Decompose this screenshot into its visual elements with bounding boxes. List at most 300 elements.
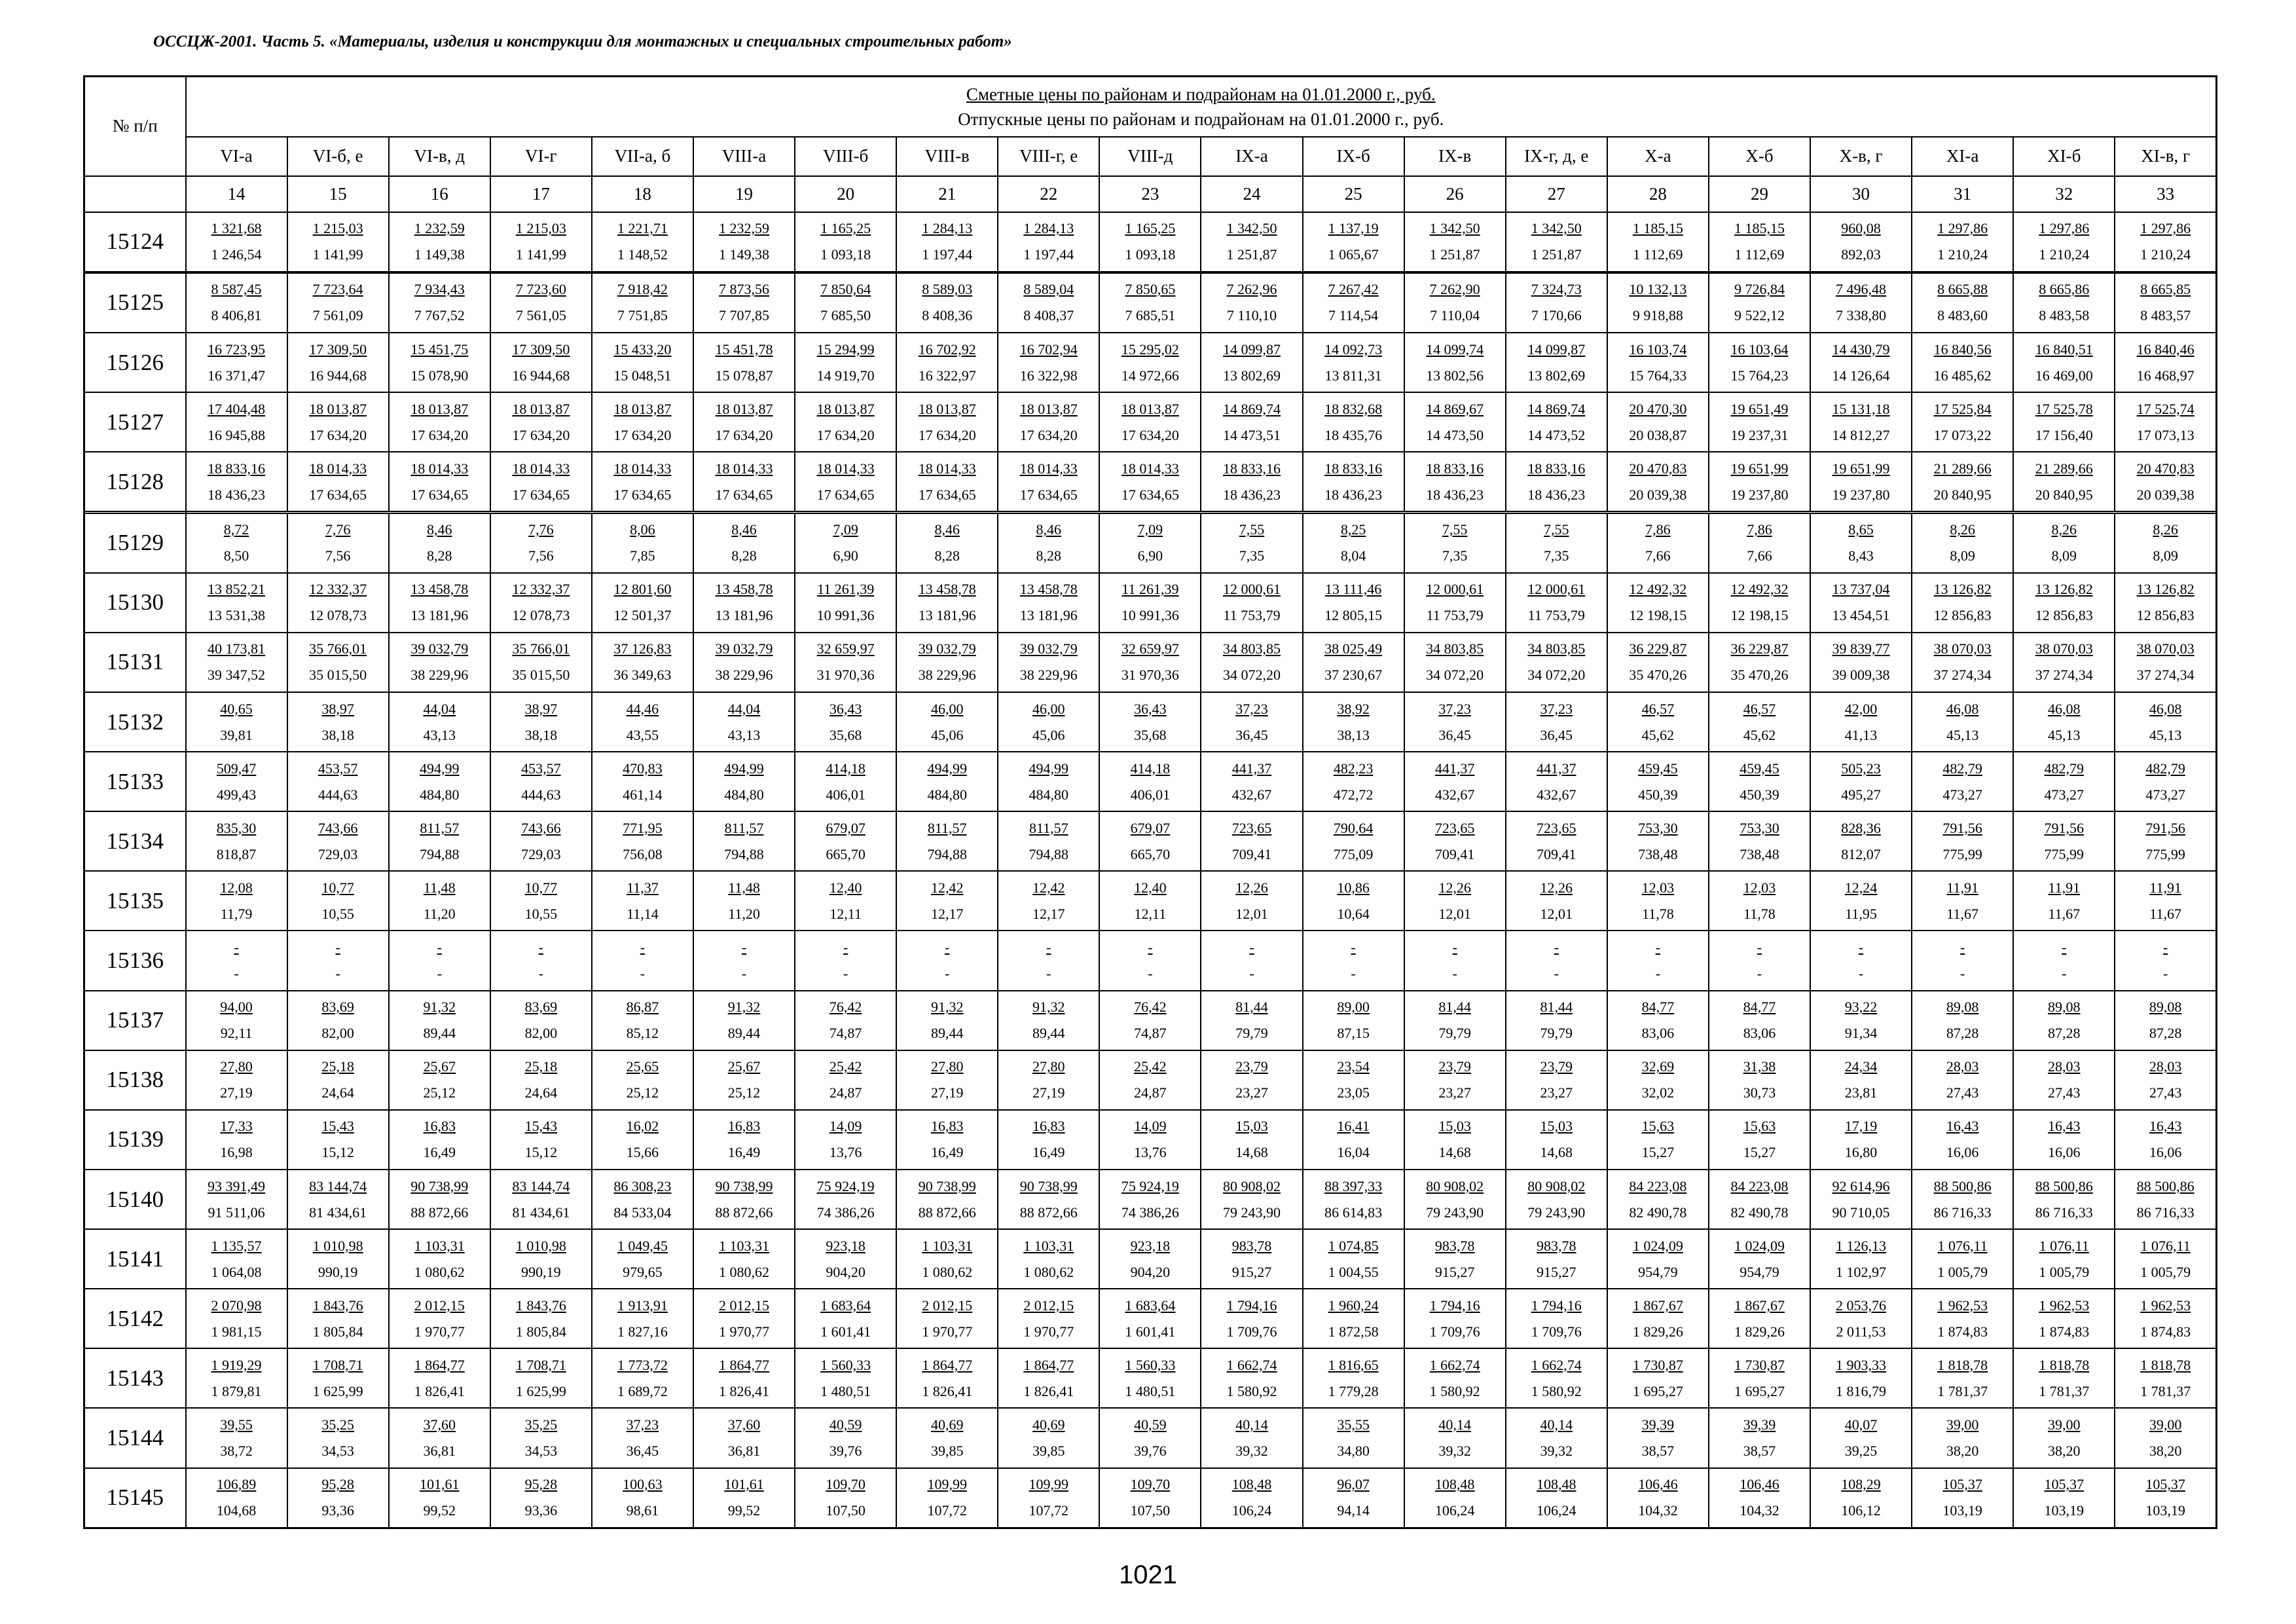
- estimate-price: 12 332,37: [512, 581, 570, 598]
- release-price: 12,01: [1540, 905, 1573, 922]
- price-cell: [693, 752, 795, 811]
- estimate-price: 46,00: [930, 700, 964, 717]
- price-cell: [1912, 931, 2013, 990]
- release-price: 12 501,37: [613, 607, 672, 624]
- estimate-price: 923,18: [1130, 1237, 1171, 1254]
- estimate-price: 1 818,78: [2140, 1356, 2191, 1373]
- estimate-price: 38 070,03: [1933, 640, 1992, 657]
- release-price: 16 322,98: [1019, 367, 1078, 384]
- estimate-price: 40,07: [1844, 1416, 1878, 1433]
- release-price: 1 709,76: [1429, 1323, 1480, 1340]
- release-price: 1 064,08: [211, 1263, 262, 1280]
- column-number: 21: [896, 176, 998, 212]
- estimate-price: 16 723,95: [208, 341, 266, 358]
- estimate-price: 13 126,82: [2035, 581, 2093, 598]
- release-price: 1 004,55: [1328, 1263, 1379, 1280]
- price-cell: [998, 273, 1099, 333]
- column-number-blank: [84, 176, 186, 212]
- release-price: 11,79: [220, 905, 253, 922]
- column-number: 30: [1810, 176, 1912, 212]
- estimate-price: 100,63: [623, 1476, 663, 1493]
- estimate-price: 8 665,85: [2140, 281, 2191, 298]
- release-price: 8 406,81: [211, 307, 262, 324]
- price-cell: [1912, 273, 2013, 333]
- price-cell: [795, 931, 896, 990]
- release-price: 86 716,33: [2136, 1204, 2195, 1221]
- price-cell: [287, 633, 389, 692]
- estimate-price: 81,44: [1235, 999, 1268, 1016]
- price-cell: [1810, 1408, 1912, 1467]
- price-cell: [896, 752, 998, 811]
- release-price: 12 856,83: [2035, 607, 2093, 624]
- price-cell: [1607, 752, 1709, 811]
- price-cell: [1506, 1289, 1607, 1348]
- price-cell: [389, 513, 490, 573]
- price-cell: [1201, 871, 1302, 931]
- estimate-price: 13 458,78: [1019, 581, 1078, 598]
- price-cell: [490, 633, 592, 692]
- release-price: 45,06: [1032, 726, 1065, 743]
- release-price: 8,28: [1036, 547, 1062, 564]
- price-cell: [287, 991, 389, 1050]
- release-price: 17 634,65: [1121, 486, 1179, 503]
- release-price: 12 198,15: [1629, 607, 1687, 624]
- price-cell: [1099, 871, 1201, 931]
- price-cell: [896, 333, 998, 392]
- release-price: 17 634,65: [512, 486, 570, 503]
- estimate-price: -: [843, 939, 848, 955]
- release-price: 39 347,52: [208, 667, 266, 684]
- price-cell: [998, 1229, 1099, 1289]
- release-price: 1 879,81: [211, 1382, 262, 1399]
- release-price: 32,02: [1641, 1084, 1675, 1101]
- release-price: 13 181,96: [715, 607, 773, 624]
- item-code: 15126: [84, 333, 186, 392]
- item-code: 15124: [84, 212, 186, 272]
- release-price: 775,99: [1942, 845, 1982, 862]
- price-cell: [1506, 452, 1607, 511]
- price-cell: [287, 513, 389, 573]
- price-cell: [1607, 212, 1709, 272]
- release-price: 87,15: [1337, 1025, 1370, 1042]
- estimate-prices-title: Сметные цены по районам и подрайонам на 01.01.2000 г., руб.: [966, 84, 1436, 104]
- release-price: 12 078,73: [512, 607, 570, 624]
- release-price: 88 872,66: [1019, 1204, 1078, 1221]
- release-price: 89,44: [727, 1025, 761, 1042]
- estimate-price: 17 525,84: [1933, 400, 1992, 417]
- estimate-price: 811,57: [724, 819, 764, 836]
- estimate-price: 89,00: [1337, 999, 1370, 1016]
- price-cell: [1607, 452, 1709, 511]
- estimate-price: 1 560,33: [820, 1356, 871, 1373]
- release-price: 16,49: [423, 1144, 456, 1161]
- price-cell: [1810, 1170, 1912, 1229]
- table-row: [84, 1229, 2217, 1289]
- release-price: 45,62: [1641, 726, 1675, 743]
- estimate-price: 453,57: [318, 760, 358, 777]
- price-cell: [1810, 1110, 1912, 1170]
- price-cell: [1709, 1348, 1810, 1408]
- price-cell: [1099, 811, 1201, 871]
- price-cell: [592, 811, 693, 871]
- price-cell: [1709, 452, 1810, 511]
- release-price: 38,20: [2047, 1443, 2081, 1459]
- estimate-price: 39 032,79: [715, 640, 773, 657]
- item-code: 15143: [84, 1348, 186, 1408]
- release-price: 1 480,51: [1125, 1382, 1176, 1399]
- column-number: 18: [592, 176, 693, 212]
- table-row: [84, 513, 2217, 573]
- release-price: 45,13: [1946, 726, 1979, 743]
- estimate-price: 15 295,02: [1121, 341, 1179, 358]
- estimate-price: 25,42: [1134, 1058, 1167, 1075]
- release-price: 8 408,36: [922, 307, 973, 324]
- price-cell: [896, 273, 998, 333]
- estimate-price: 32 659,97: [1121, 640, 1179, 657]
- estimate-price: 11,91: [2048, 879, 2081, 896]
- estimate-price: 960,08: [1841, 220, 1881, 237]
- price-cell: [490, 1110, 592, 1170]
- price-cell: [2013, 752, 2115, 811]
- release-price: 82,00: [524, 1025, 558, 1042]
- estimate-price: 89,08: [2047, 999, 2081, 1016]
- release-price: 13 802,69: [1222, 367, 1281, 384]
- estimate-price: 14,09: [829, 1118, 862, 1135]
- release-price: 86 716,33: [2035, 1204, 2093, 1221]
- estimate-price: 37,60: [423, 1416, 456, 1433]
- estimate-price: 37,60: [727, 1416, 761, 1433]
- release-price: -: [843, 965, 848, 982]
- price-cell: [287, 1110, 389, 1170]
- price-cell: [2013, 871, 2115, 931]
- estimate-price: 1 076,11: [2140, 1237, 2191, 1254]
- estimate-price: 108,48: [1434, 1476, 1475, 1493]
- price-cell: [693, 1170, 795, 1229]
- release-price: 7,35: [1544, 547, 1569, 564]
- release-price: 7 114,54: [1328, 307, 1379, 324]
- price-cell: [1404, 573, 1506, 633]
- column-number: 32: [2013, 176, 2115, 212]
- estimate-price: 84,77: [1641, 999, 1675, 1016]
- item-code: 15140: [84, 1170, 186, 1229]
- price-cell: [998, 1468, 1099, 1528]
- price-cell: [896, 871, 998, 931]
- region-header: IX-б: [1303, 137, 1404, 176]
- estimate-price: 12 332,37: [309, 581, 367, 598]
- estimate-price: 1 103,31: [922, 1237, 973, 1254]
- estimate-price: 1 024,09: [1632, 1237, 1683, 1254]
- estimate-price: 12,03: [1641, 879, 1675, 896]
- release-price: 794,88: [724, 845, 764, 862]
- region-header: VIII-г, е: [998, 137, 1099, 176]
- estimate-price: 16 103,64: [1730, 341, 1789, 358]
- release-price: 8,04: [1340, 547, 1366, 564]
- estimate-price: -: [1148, 939, 1153, 955]
- release-price: 83,06: [1743, 1025, 1776, 1042]
- price-cell: [1506, 1050, 1607, 1110]
- estimate-price: 91,32: [1032, 999, 1065, 1016]
- price-cell: [1506, 931, 1607, 990]
- release-price: 1 080,62: [414, 1263, 465, 1280]
- release-price: 18 436,23: [208, 486, 266, 503]
- price-cell: [896, 452, 998, 511]
- region-header: VIII-д: [1099, 137, 1201, 176]
- release-price: 93,36: [524, 1502, 558, 1519]
- release-price: 16 468,97: [2136, 367, 2195, 384]
- price-cell: [592, 1468, 693, 1528]
- release-price: 15,12: [321, 1144, 354, 1161]
- price-cell: [693, 1110, 795, 1170]
- release-price: 79,79: [1438, 1025, 1471, 1042]
- release-price: 1 005,79: [1937, 1263, 1988, 1280]
- estimate-price: 7 262,90: [1429, 281, 1480, 298]
- estimate-price: 88 500,86: [2136, 1177, 2195, 1194]
- price-cell: [1709, 212, 1810, 272]
- estimate-price: 1 962,53: [2039, 1297, 2090, 1314]
- estimate-price: 84,77: [1743, 999, 1776, 1016]
- price-cell: [592, 1348, 693, 1408]
- estimate-price: 8,46: [1036, 521, 1062, 538]
- estimate-price: 17 309,50: [512, 341, 570, 358]
- price-cell: [2013, 273, 2115, 333]
- release-price: 17 634,20: [1019, 426, 1078, 443]
- price-cell: [2115, 1170, 2216, 1229]
- estimate-price: 1 662,74: [1429, 1356, 1480, 1373]
- price-cell: [1201, 392, 1302, 452]
- release-price: 1 148,52: [617, 246, 668, 263]
- price-cell: [1404, 333, 1506, 392]
- estimate-price: 105,37: [2044, 1476, 2084, 1493]
- release-price: 87,28: [2047, 1025, 2081, 1042]
- release-price: 11,20: [423, 905, 456, 922]
- region-header: X-а: [1607, 137, 1709, 176]
- price-cell: [1810, 452, 1912, 511]
- estimate-price: 91,32: [727, 999, 761, 1016]
- estimate-price: 1 683,64: [820, 1297, 871, 1314]
- price-cell: [1099, 1348, 1201, 1408]
- price-cell: [1912, 1110, 2013, 1170]
- estimate-price: -: [2162, 939, 2168, 955]
- estimate-price: 20 470,83: [2136, 460, 2195, 477]
- release-price: 915,27: [1537, 1263, 1576, 1280]
- estimate-price: 16,02: [626, 1118, 659, 1135]
- price-cell: [2013, 692, 2115, 752]
- estimate-price: 8,26: [2051, 521, 2077, 538]
- column-number: 23: [1099, 176, 1201, 212]
- release-price: 7,85: [630, 547, 655, 564]
- estimate-price: 1 913,91: [617, 1297, 668, 1314]
- release-price: 17 634,65: [816, 486, 875, 503]
- price-cell: [1303, 1110, 1404, 1170]
- release-price: 34,80: [1337, 1443, 1370, 1459]
- estimate-price: 8 665,86: [2039, 281, 2090, 298]
- price-cell: [1303, 1170, 1404, 1229]
- price-cell: [490, 692, 592, 752]
- price-cell: [592, 871, 693, 931]
- table-row: [84, 573, 2217, 633]
- release-price: 43,13: [727, 726, 761, 743]
- release-price: 473,27: [2044, 786, 2084, 803]
- release-price: 81 434,61: [512, 1204, 570, 1221]
- estimate-price: 38,97: [524, 700, 558, 717]
- price-cell: [896, 811, 998, 871]
- column-number: 25: [1303, 176, 1404, 212]
- estimate-price: 1 864,77: [414, 1356, 465, 1373]
- release-price: 37 274,34: [1933, 667, 1992, 684]
- estimate-price: 1 135,57: [211, 1237, 262, 1254]
- price-cell: [389, 633, 490, 692]
- release-price: 1 816,79: [1836, 1382, 1887, 1399]
- price-cell: [795, 573, 896, 633]
- release-price: 1 970,77: [922, 1323, 973, 1340]
- estimate-price: 1 185,15: [1734, 220, 1785, 237]
- price-cell: [2013, 811, 2115, 871]
- price-cell: [2013, 1229, 2115, 1289]
- price-cell: [2115, 871, 2216, 931]
- release-price: 1 080,62: [922, 1263, 973, 1280]
- release-price: 89,44: [930, 1025, 964, 1042]
- release-price: 484,80: [419, 786, 460, 803]
- estimate-price: 34 803,85: [1527, 640, 1586, 657]
- estimate-price: 14 430,79: [1832, 341, 1890, 358]
- price-cell: [896, 692, 998, 752]
- release-price: 1 580,92: [1226, 1382, 1277, 1399]
- price-cell: [896, 1110, 998, 1170]
- estimate-price: 83 144,74: [512, 1177, 570, 1194]
- table-row: [84, 1050, 2217, 1110]
- release-price: 484,80: [1029, 786, 1069, 803]
- estimate-price: 10 132,13: [1629, 281, 1687, 298]
- release-price: 1 805,84: [515, 1323, 566, 1340]
- estimate-price: 7 496,48: [1836, 281, 1887, 298]
- price-cell: [186, 513, 287, 573]
- price-cell: [1303, 1229, 1404, 1289]
- estimate-price: 7,86: [1747, 521, 1772, 538]
- estimate-price: 1 165,25: [820, 220, 871, 237]
- price-cell: [490, 573, 592, 633]
- estimate-price: 32 659,97: [816, 640, 875, 657]
- release-price: 7,35: [1239, 547, 1265, 564]
- estimate-price: 753,30: [1740, 819, 1779, 836]
- release-price: 8,09: [1950, 547, 1975, 564]
- price-cell: [795, 513, 896, 573]
- estimate-price: 39,00: [2149, 1416, 2182, 1433]
- price-cell: [1810, 212, 1912, 272]
- estimate-price: -: [1959, 939, 1965, 955]
- release-price: 36,45: [1235, 726, 1268, 743]
- estimate-price: 18 013,87: [1121, 400, 1179, 417]
- release-price: 86 716,33: [1933, 1204, 1992, 1221]
- release-price: 1 874,83: [2140, 1323, 2191, 1340]
- release-price: 39,25: [1844, 1443, 1878, 1459]
- estimate-price: 8 589,03: [922, 281, 973, 298]
- release-price: 35 470,26: [1629, 667, 1687, 684]
- release-price: 88 872,66: [918, 1204, 976, 1221]
- estimate-price: 16,83: [423, 1118, 456, 1135]
- price-cell: [1099, 931, 1201, 990]
- estimate-price: 723,65: [1537, 819, 1576, 836]
- estimate-price: 28,03: [2047, 1058, 2081, 1075]
- estimate-price: 1 794,16: [1429, 1297, 1480, 1314]
- price-cell: [592, 1229, 693, 1289]
- price-cell: [896, 573, 998, 633]
- release-price: 7,66: [1747, 547, 1772, 564]
- price-cell: [998, 991, 1099, 1050]
- release-price: 12 805,15: [1324, 607, 1383, 624]
- release-price: 775,99: [2044, 845, 2084, 862]
- release-price: 7 338,80: [1836, 307, 1887, 324]
- price-cell: [2013, 392, 2115, 452]
- release-price: 14 126,64: [1832, 367, 1890, 384]
- price-cell: [1607, 273, 1709, 333]
- price-cell: [2013, 1468, 2115, 1528]
- estimate-price: 17 525,74: [2136, 400, 2195, 417]
- price-cell: [186, 1348, 287, 1408]
- price-cell: [693, 633, 795, 692]
- estimate-price: 18 014,33: [512, 460, 570, 477]
- estimate-price: 11 261,39: [1121, 581, 1179, 598]
- price-cell: [1810, 1289, 1912, 1348]
- column-number: 20: [795, 176, 896, 212]
- price-cell: [693, 212, 795, 272]
- price-cell: [1303, 1050, 1404, 1110]
- release-price: 17 073,13: [2136, 426, 2195, 443]
- release-price: 35 470,26: [1730, 667, 1789, 684]
- release-price: 461,14: [623, 786, 663, 803]
- estimate-price: 1 074,85: [1328, 1237, 1379, 1254]
- estimate-price: 11,91: [1946, 879, 1978, 896]
- price-cell: [2115, 333, 2216, 392]
- estimate-price: 109,70: [1130, 1476, 1171, 1493]
- region-header: VI-а: [186, 137, 287, 176]
- column-number: 16: [389, 176, 490, 212]
- release-price: 24,87: [1134, 1084, 1167, 1101]
- price-cell: [693, 931, 795, 990]
- release-price: 23,05: [1337, 1084, 1370, 1101]
- estimate-price: 40,65: [220, 700, 253, 717]
- price-cell: [1099, 1170, 1201, 1229]
- price-cell: [1607, 633, 1709, 692]
- release-price: 1 829,26: [1734, 1323, 1785, 1340]
- estimate-price: 16 840,51: [2035, 341, 2093, 358]
- price-cell: [693, 392, 795, 452]
- release-price: 7,56: [325, 547, 351, 564]
- release-price: -: [1655, 965, 1661, 982]
- estimate-price: 7 850,64: [820, 281, 871, 298]
- release-price: 36,45: [1438, 726, 1471, 743]
- region-header: VIII-в: [896, 137, 998, 176]
- release-price: 10,55: [321, 905, 354, 922]
- price-cell: [1506, 573, 1607, 633]
- estimate-price: 723,65: [1434, 819, 1475, 836]
- item-code: 15127: [84, 392, 186, 452]
- price-cell: [186, 1229, 287, 1289]
- price-cell: [592, 991, 693, 1050]
- price-cell: [1099, 991, 1201, 1050]
- price-cell: [186, 1050, 287, 1110]
- price-cell: [1607, 1110, 1709, 1170]
- release-price: 17 156,40: [2035, 426, 2093, 443]
- estimate-price: 14,09: [1134, 1118, 1167, 1135]
- release-price: 738,48: [1638, 845, 1678, 862]
- price-cell: [1303, 633, 1404, 692]
- estimate-price: 18 013,87: [613, 400, 672, 417]
- price-cell: [1404, 752, 1506, 811]
- estimate-price: 13 458,78: [715, 581, 773, 598]
- release-price: 1 970,77: [414, 1323, 465, 1340]
- estimate-price: 11 261,39: [817, 581, 875, 598]
- release-price: 38 229,96: [1019, 667, 1078, 684]
